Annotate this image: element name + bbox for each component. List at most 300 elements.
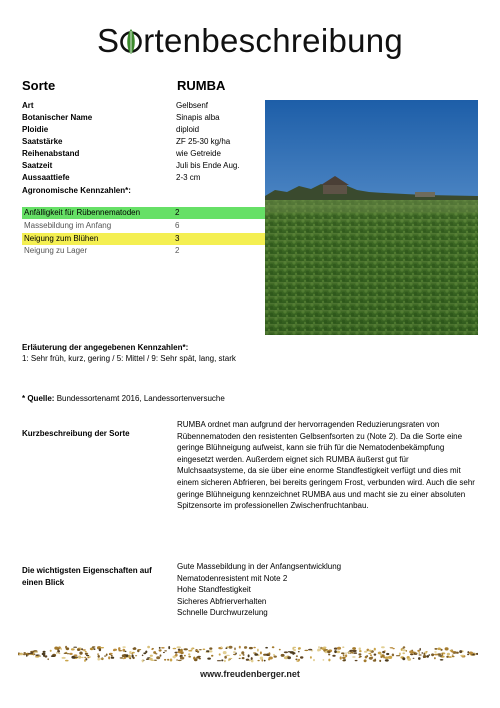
seed-grain: [268, 652, 270, 655]
seed-grain: [476, 653, 478, 655]
list-item: Sicheres Abfrierverhalten: [177, 596, 267, 606]
seed-grain: [233, 651, 236, 652]
agronomic-key: Neigung zum Blühen: [24, 234, 99, 243]
agronomic-row: [22, 233, 265, 245]
seed-grain: [355, 660, 358, 661]
seed-grain: [332, 655, 335, 657]
seed-grain: [191, 648, 194, 650]
seed-grain: [81, 648, 83, 650]
seed-grain: [402, 647, 404, 649]
seed-grain: [359, 650, 362, 652]
seed-grain: [150, 655, 153, 657]
seed-grain: [328, 654, 330, 656]
seed-grain: [159, 649, 162, 651]
seed-grain: [318, 646, 320, 648]
seed-grain: [352, 656, 355, 657]
seed-grain: [323, 649, 325, 652]
seed-grain: [342, 647, 344, 648]
seed-grain: [364, 659, 367, 662]
seed-grain: [399, 653, 401, 656]
seed-grain: [253, 652, 256, 653]
seed-grain: [184, 648, 188, 650]
seed-grain: [437, 648, 441, 651]
seed-grain: [221, 646, 223, 648]
seed-grain: [407, 658, 411, 661]
seed-grain: [180, 651, 183, 654]
seed-grain: [81, 657, 84, 658]
seed-grain: [434, 651, 437, 652]
seed-grain: [43, 651, 46, 653]
seed-grain: [85, 653, 87, 655]
seed-grain: [298, 647, 301, 649]
seed-grain: [296, 660, 299, 662]
seed-grain: [345, 653, 347, 654]
seed-grain: [364, 651, 367, 653]
property-value: Gelbsenf: [176, 101, 209, 110]
key-properties-list: [177, 561, 341, 619]
seed-grain: [334, 650, 337, 653]
description-label: Kurzbeschreibung der Sorte: [22, 429, 130, 438]
seed-grain: [248, 654, 250, 657]
seed-grain: [296, 655, 298, 657]
seed-grain: [203, 649, 206, 651]
seed-grain: [341, 652, 345, 654]
seed-grain: [51, 655, 55, 657]
seed-grain: [188, 656, 191, 658]
seed-grain: [246, 659, 249, 661]
seed-grain: [132, 655, 134, 658]
seed-grain: [65, 660, 69, 662]
agronomic-row: [22, 245, 265, 257]
seed-grain: [78, 656, 81, 659]
logo-o-icon: [119, 29, 143, 55]
seed-grain: [368, 653, 371, 654]
seed-grain: [351, 652, 353, 654]
seed-grain: [34, 652, 38, 653]
seed-grain: [79, 652, 82, 655]
seed-grain: [272, 646, 275, 648]
legend-text: 1: Sehr früh, kurz, gering / 5: Mittel / 9: Sehr spät, lang, stark: [22, 354, 236, 363]
seed-grain: [83, 649, 86, 650]
seed-grain: [113, 649, 117, 651]
seed-grain: [23, 654, 26, 655]
seed-grain: [175, 652, 178, 654]
seed-grain: [106, 654, 108, 656]
agronomic-value: 6: [175, 221, 180, 230]
seed-grain: [243, 654, 245, 656]
seed-grain: [388, 656, 392, 659]
seed-grain: [402, 649, 405, 651]
seed-grain: [142, 659, 144, 662]
seed-grain: [199, 649, 202, 650]
seed-grain: [28, 653, 31, 654]
seed-grain: [434, 654, 438, 656]
source-line: [22, 394, 225, 403]
seed-grain: [460, 655, 464, 657]
seed-grain: [317, 649, 320, 651]
seed-grain: [241, 651, 244, 654]
seed-grain: [35, 656, 39, 658]
seed-grain: [98, 655, 100, 658]
seed-grain: [290, 651, 294, 654]
seed-grain: [164, 650, 167, 651]
seed-grain: [423, 653, 425, 655]
seed-strip-image: [18, 645, 478, 663]
list-item: Hohe Standfestigkeit: [177, 585, 251, 595]
seed-grain: [66, 648, 69, 650]
seed-grain: [281, 654, 285, 657]
seed-grain: [173, 656, 176, 658]
seed-grain: [419, 652, 421, 655]
seed-grain: [385, 659, 389, 661]
seed-grain: [323, 647, 327, 649]
seed-grain: [125, 654, 128, 657]
seed-grain: [178, 649, 181, 651]
seed-grain: [23, 652, 26, 654]
seed-grain: [99, 648, 101, 651]
agronomic-row: [22, 207, 265, 219]
seed-grain: [207, 658, 211, 660]
seed-grain: [159, 647, 161, 649]
source-label: * Quelle:: [22, 394, 55, 403]
seed-grain: [374, 659, 376, 662]
seed-grain: [257, 649, 259, 652]
seed-grain: [56, 652, 58, 654]
seed-grain: [87, 657, 89, 659]
seed-grain: [343, 654, 345, 656]
list-item: Gute Massebildung in der Anfangsentwicklung: [177, 562, 342, 571]
seed-grain: [406, 650, 408, 652]
seed-grain: [206, 652, 208, 653]
property-value: ZF 25-30 kg/ha: [176, 137, 231, 146]
seed-grain: [384, 650, 386, 651]
seed-grain: [287, 656, 291, 659]
seed-grain: [149, 658, 153, 661]
seed-grain: [47, 658, 49, 660]
seed-grain: [359, 656, 362, 657]
source-text: Bundessortenamt 2016, Landessortenversuche: [56, 394, 225, 403]
seed-grain: [195, 650, 198, 651]
seed-grain: [264, 660, 266, 662]
seed-grain: [279, 649, 281, 651]
seed-grain: [381, 646, 385, 648]
description-text: RUMBA ordnet man aufgrund der hervorragenden Reduzierungsraten von Rübennematoden den resistenten Gelbsenfsorten zu (Note 2). Da die Sorte eine geringe Blühneigung aufweist, kann sie früh für die Nematodenbekämpfung eingesetzt werden. Außerdem eignet sich RUMBA äußerst gut für Mulchsaatsysteme, da sie über eine enorme Standfestigkeit verfügt und dies mit einem sicheren Abfrieren, bei bereits geringem Frost, verbunden wird. Auch die sehr geringe Blühneigung kennzeichnet RUMBA aus und macht sie zu einer absoluten Spitzensorte im professionellen Zwischenfruchtanbau.: [177, 420, 475, 511]
key-properties-label-line: Die wichtigsten Eigenschaften auf: [22, 566, 152, 575]
page-title: [0, 22, 500, 60]
seed-grain: [396, 655, 400, 656]
seed-grain: [284, 651, 288, 653]
seed-grain: [54, 647, 58, 650]
seed-grain: [226, 655, 230, 656]
seed-grain: [239, 658, 241, 659]
property-value: diploid: [176, 125, 200, 134]
seed-grain: [33, 653, 35, 655]
seed-grain: [125, 651, 127, 652]
seed-grain: [349, 650, 353, 652]
seed-grain: [448, 656, 452, 658]
property-value: Sinapis alba: [176, 113, 220, 122]
seed-grain: [142, 655, 144, 657]
property-row: [22, 161, 267, 173]
seed-grain: [188, 653, 190, 655]
seed-grain: [138, 649, 141, 650]
seed-grain: [133, 648, 137, 650]
seed-grain: [143, 652, 146, 654]
seed-grain: [440, 659, 444, 661]
seed-grain: [211, 655, 213, 657]
seed-grain: [26, 654, 28, 657]
seed-grain: [298, 651, 300, 652]
seed-grain: [108, 656, 110, 659]
property-row: [22, 173, 267, 185]
seed-grain: [438, 655, 442, 656]
property-key: Art: [22, 101, 34, 110]
agronomic-key: Massebildung im Anfang: [24, 221, 112, 230]
seed-grain: [118, 647, 120, 650]
seed-grain: [295, 659, 297, 661]
seed-grain: [392, 654, 394, 657]
seed-grain: [151, 648, 153, 650]
seed-grain: [244, 646, 247, 649]
agronomic-value: 2: [175, 246, 180, 255]
seed-grain: [19, 653, 23, 655]
seed-grain: [417, 650, 420, 652]
seed-grain: [122, 646, 125, 648]
seed-grain: [97, 654, 99, 655]
seed-grain: [374, 648, 376, 651]
seed-grain: [234, 647, 236, 650]
seed-grain: [348, 652, 351, 654]
seed-grain: [249, 660, 251, 662]
seed-grain: [90, 648, 93, 650]
seed-grain: [180, 657, 184, 660]
property-value: 2-3 cm: [176, 173, 201, 182]
property-value: Juli bis Ende Aug.: [176, 161, 240, 170]
variety-value: RUMBA: [177, 78, 226, 93]
seed-grain: [426, 655, 429, 658]
seed-grain: [452, 655, 454, 656]
seed-grain: [58, 653, 60, 654]
property-row: [22, 149, 267, 161]
seed-grain: [421, 652, 423, 653]
seed-grain: [385, 656, 389, 659]
list-item: Schnelle Durchwurzelung: [177, 608, 268, 618]
seed-grain: [77, 649, 80, 651]
seed-grain: [50, 650, 52, 652]
seed-grain: [184, 655, 186, 657]
seed-grain: [323, 659, 325, 661]
seed-grain: [352, 647, 356, 650]
seed-grain: [374, 654, 377, 656]
seed-grain: [274, 656, 277, 658]
property-key: Reihenabstand: [22, 149, 80, 158]
seed-grain: [402, 652, 405, 654]
property-row: [22, 125, 267, 137]
seed-grain: [410, 654, 413, 656]
seed-grain: [380, 653, 382, 656]
seed-grain: [300, 656, 303, 658]
seed-grain: [401, 648, 403, 651]
seed-grain: [445, 647, 449, 650]
seed-grain: [225, 647, 227, 649]
seed-grain: [368, 650, 372, 652]
seed-grain: [442, 653, 444, 656]
seed-grain: [257, 660, 259, 661]
seed-grain: [156, 656, 160, 659]
seed-grain: [390, 647, 394, 648]
seed-grain: [209, 650, 212, 652]
seed-grain: [97, 658, 100, 661]
key-properties-label: [22, 565, 152, 588]
seed-grain: [353, 652, 357, 654]
seed-grain: [459, 650, 462, 653]
property-row: [22, 113, 267, 125]
seed-grain: [128, 655, 131, 658]
seed-grain: [434, 657, 436, 659]
seed-grain: [239, 646, 241, 649]
seed-grain: [452, 656, 455, 657]
seed-grain: [386, 653, 389, 655]
seed-grain: [336, 651, 340, 654]
seed-grain: [426, 651, 428, 653]
seed-grain: [419, 654, 422, 655]
seed-grain: [146, 658, 149, 660]
seed-grain: [359, 647, 361, 650]
seed-grain: [413, 658, 415, 659]
seed-grain: [221, 659, 223, 661]
seed-grain: [327, 651, 330, 654]
agronomic-key: Anfälligkeit für Rübennematoden: [24, 208, 141, 217]
seed-grain: [340, 656, 342, 659]
seed-grain: [418, 657, 421, 660]
property-value: wie Getreide: [176, 149, 221, 158]
seed-grain: [224, 660, 226, 663]
seed-grain: [170, 659, 173, 662]
title-suffix: rtenbeschreibung: [143, 22, 404, 59]
property-key: Aussaattiefe: [22, 173, 70, 182]
seed-grain: [293, 649, 296, 652]
seed-grain: [260, 651, 262, 654]
key-properties-label-line: einen Blick: [22, 577, 65, 587]
seed-grain: [451, 651, 455, 653]
seed-grain: [57, 650, 60, 653]
seed-grain: [412, 652, 416, 653]
seed-grain: [242, 657, 245, 659]
variety-label: Sorte: [22, 78, 56, 93]
seed-grain: [343, 659, 346, 660]
property-key: Saatzeit: [22, 161, 53, 170]
seed-grain: [111, 655, 113, 657]
seed-grain: [100, 658, 104, 660]
seed-grain: [118, 650, 122, 651]
seed-grain: [337, 647, 341, 650]
seed-grain: [163, 652, 165, 653]
seed-grain: [122, 654, 126, 657]
seed-grain: [86, 655, 89, 656]
seed-grain: [310, 656, 312, 659]
agronomic-value: 3: [175, 234, 180, 243]
list-item: Nematodenresistent mit Note 2: [177, 573, 288, 583]
property-key: Botanischer Name: [22, 113, 93, 122]
seed-grain: [135, 655, 137, 656]
seed-grain: [467, 654, 469, 656]
seed-grain: [161, 647, 165, 649]
field-photo: [265, 100, 478, 335]
seed-grain: [60, 648, 62, 651]
seed-grain: [217, 660, 221, 661]
seed-grain: [188, 650, 192, 652]
seed-grain: [469, 653, 473, 655]
seed-grain: [62, 657, 66, 659]
seed-grain: [197, 651, 199, 653]
seed-grain: [438, 653, 442, 655]
seed-grain: [365, 656, 368, 659]
property-key: Ploidie: [22, 125, 49, 134]
seed-grain: [224, 656, 227, 659]
seed-grain: [177, 646, 181, 648]
seed-grain: [104, 655, 106, 656]
seed-grain: [269, 657, 273, 660]
seed-grain: [168, 646, 170, 649]
seed-grain: [260, 657, 263, 660]
seed-grain: [193, 657, 195, 660]
footer-url[interactable]: www.freudenberger.net: [200, 669, 300, 679]
seed-grain: [178, 660, 182, 661]
agronomic-row: [22, 220, 265, 232]
seed-grain: [69, 653, 72, 655]
seed-grain: [223, 651, 227, 654]
property-key: Saatstärke: [22, 137, 63, 146]
seed-grain: [160, 654, 162, 656]
seed-grain: [434, 648, 437, 650]
seed-grain: [85, 658, 87, 660]
seed-grain: [235, 653, 237, 655]
seed-grain: [251, 660, 254, 663]
seed-grain: [43, 654, 45, 657]
seed-grain: [64, 653, 68, 654]
seed-grain: [173, 648, 177, 650]
seed-grain: [71, 648, 75, 650]
seed-grain: [304, 650, 308, 651]
seed-grain: [73, 647, 77, 648]
seed-grain: [219, 653, 221, 655]
agronomic-key: Neigung zu Lager: [24, 246, 88, 255]
legend-heading: Erläuterung der angegebenen Kennzahlen*:: [22, 343, 189, 352]
seed-grain: [209, 647, 212, 649]
agronomic-value: 2: [175, 208, 180, 217]
seed-grain: [265, 647, 268, 649]
property-row: [22, 137, 267, 149]
seed-grain: [358, 653, 361, 655]
agronomic-heading: Agronomische Kennzahlen*:: [22, 186, 131, 195]
seed-grain: [111, 657, 114, 659]
seed-grain: [84, 657, 86, 658]
seed-grain: [129, 651, 132, 654]
seed-grain: [431, 653, 434, 656]
seed-grain: [147, 646, 150, 649]
seed-grain: [253, 647, 256, 649]
seed-grain: [228, 659, 230, 661]
seed-grain: [120, 657, 124, 659]
seed-grain: [423, 655, 427, 658]
property-row: [22, 101, 267, 113]
seed-grain: [379, 660, 381, 662]
seed-grain: [109, 653, 113, 655]
seed-grain: [153, 651, 156, 654]
title-prefix: S: [96, 22, 120, 59]
seed-grain: [328, 659, 330, 662]
seed-grain: [249, 647, 253, 649]
